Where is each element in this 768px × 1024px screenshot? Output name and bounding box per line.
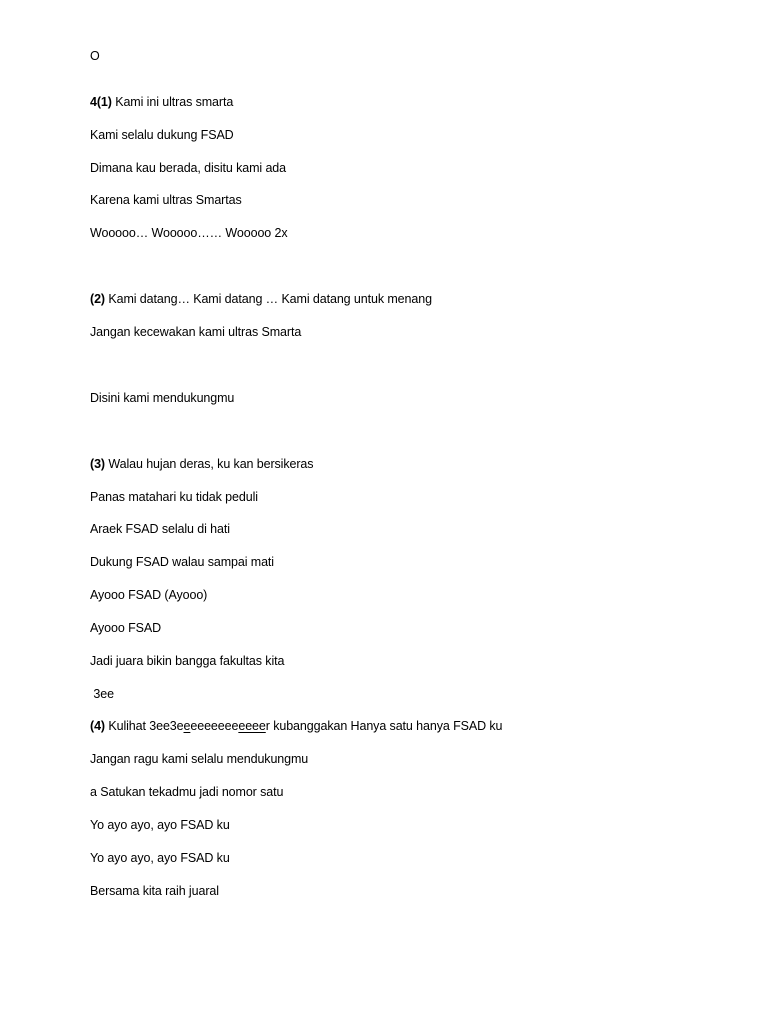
verse-4-line: Yo ayo ayo, ayo FSAD ku (90, 851, 230, 865)
verse-3-line: Jadi juara bikin bangga fakultas kita (90, 654, 285, 668)
verse-4-first-text-b: eeeeeee (190, 719, 239, 733)
verse-3-first-text: Walau hujan deras, ku kan bersikeras (104, 457, 314, 471)
verse-3-line: Panas matahari ku tidak peduli (90, 490, 258, 504)
verse-4-first-text-a: Kulihat 3ee3e (104, 719, 184, 733)
verse-3-line: Dukung FSAD walau sampai mati (90, 555, 274, 569)
verse-3-line: Araek FSAD selalu di hati (90, 522, 230, 536)
verse-1-line: Karena kami ultras Smartas (90, 193, 242, 207)
verse-4-line: a Satukan tekadmu jadi nomor satu (90, 785, 284, 799)
verse-4-first-line (90, 718, 502, 734)
verse-4-line: Jangan ragu kami selalu mendukungmu (90, 752, 309, 766)
verse-4-first-text-c: r kubanggakan Hanya satu hanya FSAD ku (265, 719, 503, 733)
verse-2-line: Disini kami mendukungmu (90, 391, 235, 405)
verse-1-first-line (90, 94, 233, 110)
verse-2-first-line (90, 291, 432, 307)
verse-2-first-text: Kami datang… Kami datang … Kami datang untuk menang (104, 292, 432, 306)
verse-4-line: Bersama kita raih juaral (90, 884, 219, 898)
verse-4-underlined-e: e (183, 719, 191, 733)
verse-1-line: Kami selalu dukung FSAD (90, 128, 234, 142)
verse-4-line: Yo ayo ayo, ayo FSAD ku (90, 818, 230, 832)
verse-3-line: 3ee (90, 687, 114, 701)
verse-4-label: (4) (90, 719, 105, 733)
verse-3-first-line (90, 456, 313, 472)
verse-2-label: (2) (90, 292, 105, 306)
verse-3-label: (3) (90, 457, 105, 471)
verse-2-line: Jangan kecewakan kami ultras Smarta (90, 325, 302, 339)
verse-1-line: Wooooo… Wooooo…… Wooooo 2x (90, 226, 288, 240)
verse-1-label: 4(1) (90, 95, 112, 109)
verse-1-first-text: Kami ini ultras smarta (111, 95, 234, 109)
marker-text: O (90, 49, 100, 63)
verse-3-line: Ayooo FSAD (Ayooo) (90, 588, 208, 602)
verse-1-line: Dimana kau berada, disitu kami ada (90, 161, 287, 175)
verse-4-underlined-eeee: eeee (238, 719, 266, 733)
verse-3-line: Ayooo FSAD (90, 621, 162, 635)
